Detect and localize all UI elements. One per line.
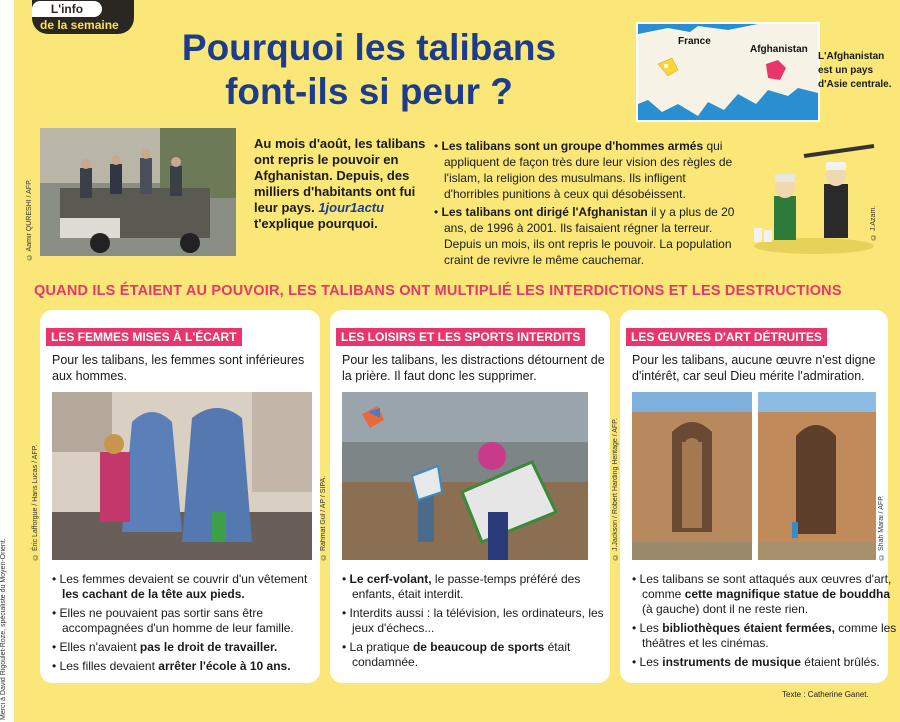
list-item: • Les talibans se sont attaqués aux œuvres d'art, comme cette magnifique statue de bouddha (à gauche) dont il ne reste rien. xyxy=(632,572,900,617)
panel-art-intro: Pour les talibans, aucune œuvre n'est digne d'intérêt, car seul Dieu mérite l'admiration. xyxy=(632,353,876,383)
buddha-before-photo xyxy=(632,392,752,560)
list-item: • Elles n'avaient pas le droit de travailler. xyxy=(52,640,322,655)
intro-body: Au mois d'août, les talibans ont repris le pouvoir en Afghanistan. Depuis, des milliers d'habitants ont fui leur pays. xyxy=(254,136,426,215)
intro-brand: 1jour1actu xyxy=(318,200,385,215)
badge-line1: L'info xyxy=(32,1,102,17)
title-line1: Pourquoi les talibans xyxy=(181,27,557,68)
list-item: • Interdits aussi : la télévision, les ordinateurs, les jeux d'échecs... xyxy=(342,606,612,636)
intro-text xyxy=(254,136,434,232)
taliban-truck-photo xyxy=(40,128,236,256)
badge-line2: de la semaine xyxy=(40,18,119,32)
thanks-credit: Merci à David Rigoulet-Roze, spécialiste du Moyen-Orient. xyxy=(0,538,7,720)
kite-photo xyxy=(342,392,588,560)
section-title: QUAND ILS ÉTAIENT AU POUVOIR, LES TALIBANS ONT MULTIPLIÉ LES INTERDICTIONS ET LES DESTRUCTIONS xyxy=(34,283,842,299)
buddha-before-credit: © J.Jackson / Robert Harding Heritage / AFP. xyxy=(612,418,619,560)
list-item: • Les bibliothèques étaient fermées, comme les théâtres et les cinémas. xyxy=(632,621,900,651)
page-title xyxy=(124,26,614,114)
key-facts-list xyxy=(434,138,744,270)
taliban-cartoon xyxy=(744,136,884,258)
panel-leisure xyxy=(330,310,610,683)
list-item: • Les femmes devaient se couvrir d'un vêtement les cachant de la tête aux pieds. xyxy=(52,572,322,602)
buddha-after-photo xyxy=(758,392,876,560)
map-label-france: France xyxy=(678,36,711,47)
map-label-afghanistan: Afghanistan xyxy=(750,44,808,55)
article-page xyxy=(14,0,900,722)
cartoon-credit: © J.Azam. xyxy=(870,205,877,240)
list-item: • Les instruments de musique étaient brûlés. xyxy=(632,655,900,670)
locator-map xyxy=(636,22,820,122)
map-graphic xyxy=(638,24,820,122)
list-item: • Les filles devaient arrêter l'école à 10 ans. xyxy=(52,659,322,674)
list-item: • Elles ne pouvaient pas sortir sans être accompagnées d'un homme de leur famille. xyxy=(52,606,322,636)
list-item: • La pratique de beaucoup de sports était condamnée. xyxy=(342,640,612,670)
panel-women-intro: Pour les talibans, les femmes sont inférieures aux hommes. xyxy=(52,353,305,383)
panel-leisure-head: LES LOISIRS ET LES SPORTS INTERDITS xyxy=(336,328,585,346)
panel-women-head: LES FEMMES MISES À L'ÉCART xyxy=(46,328,242,346)
top-photo-credit: © Aamir QURESHI / AFP. xyxy=(26,179,33,260)
author-credit: Texte : Catherine Ganet. xyxy=(782,690,869,699)
panel-art-list xyxy=(632,572,900,674)
buddha-after-credit: © Shah Marai / AFP. xyxy=(878,495,885,560)
panel-leisure-list xyxy=(342,572,612,674)
panel-women xyxy=(40,310,320,683)
panel-women-list xyxy=(52,572,322,678)
kite-photo-credit: © Rahmat Gul / AP / SIPA. xyxy=(320,475,327,560)
intro-tail: t'explique pourquoi. xyxy=(254,216,378,231)
fact-item: • Les talibans ont dirigé l'Afghanistan il y a plus de 20 ans, de 1996 à 2001. Ils faisaient régner la terreur. Depuis un mois, ils ont repris le pouvoir. La population craint de revivre le même cauchemar. xyxy=(434,204,744,268)
panel-art-head: LES ŒUVRES D'ART DÉTRUITES xyxy=(626,328,827,346)
list-item: • Le cerf-volant, le passe-temps préféré des enfants, était interdit. xyxy=(342,572,612,602)
fact-item: • Les talibans sont un groupe d'hommes armés qui appliquent de façon très dure leur vision des règles de l'islam, la religion des musulmans. Ils infligent d'horribles punitions à ceux qui désobéissent. xyxy=(434,138,744,202)
panel-art xyxy=(620,310,897,683)
women-photo xyxy=(52,392,312,560)
map-caption: L'Afghanistan est un pays d'Asie centrale. xyxy=(818,51,892,90)
women-photo-credit: © Éric Lafforgue / Hans Lucas / AFP. xyxy=(32,444,39,560)
title-line2: font-ils si peur ? xyxy=(225,71,513,112)
panel-leisure-intro: Pour les talibans, les distractions détournent de la prière. Il faut donc les supprimer. xyxy=(342,353,605,383)
